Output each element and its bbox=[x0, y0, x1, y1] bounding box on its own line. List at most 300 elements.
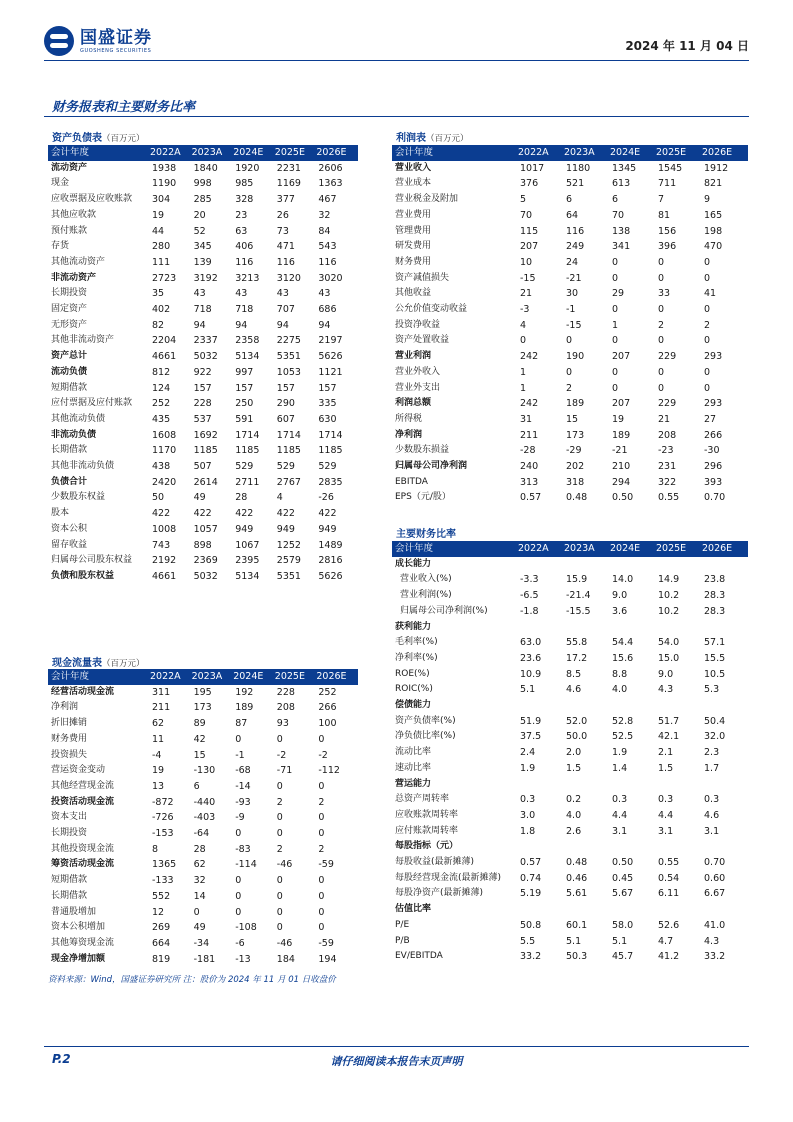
row-value: -15.5 bbox=[566, 605, 591, 617]
row-label: 少数股东权益 bbox=[51, 492, 106, 503]
row-label: 其他非流动负债 bbox=[51, 461, 115, 472]
row-value: 115 bbox=[520, 225, 539, 237]
row-value: 43 bbox=[318, 288, 331, 300]
cash-flow-title-text: 现金流量表 bbox=[52, 658, 102, 669]
row-value: 898 bbox=[193, 539, 212, 551]
row-label: 速动比率 bbox=[395, 762, 432, 773]
row-value: -13 bbox=[235, 953, 251, 965]
row-value: 82 bbox=[152, 319, 165, 331]
row-label: 应付票据及应付账款 bbox=[51, 398, 133, 409]
row-value: 37.5 bbox=[520, 731, 542, 743]
row-value: 0.70 bbox=[704, 857, 726, 869]
row-value: 949 bbox=[318, 523, 337, 535]
row-value: 2614 bbox=[193, 476, 218, 488]
column-header-year: 2024E bbox=[233, 145, 275, 161]
row-value: 0 bbox=[612, 382, 619, 394]
row-value: 194 bbox=[318, 953, 337, 965]
row-value: -112 bbox=[318, 765, 340, 777]
row-value: 1057 bbox=[193, 523, 218, 535]
row-value: 2835 bbox=[318, 476, 343, 488]
row-value: 26 bbox=[276, 209, 289, 221]
row-value: 0.45 bbox=[612, 872, 634, 884]
row-value: -3.3 bbox=[520, 574, 539, 586]
section-title: 财务报表和主要财务比率 bbox=[52, 100, 196, 115]
row-label: EV/EBITDA bbox=[395, 951, 443, 962]
column-header-label: 会计年度 bbox=[48, 669, 150, 685]
row-value: -46 bbox=[276, 937, 293, 949]
row-value: 0.48 bbox=[566, 492, 588, 504]
row-value: 5.3 bbox=[704, 684, 720, 696]
row-value: 0 bbox=[612, 272, 619, 284]
row-value: 6 bbox=[193, 780, 200, 792]
row-value: 50 bbox=[152, 492, 165, 504]
row-label: 非流动资产 bbox=[51, 272, 97, 283]
row-label: 应付账款周转率 bbox=[395, 825, 459, 836]
row-value: 249 bbox=[566, 241, 585, 253]
row-value: 4.3 bbox=[658, 684, 674, 696]
row-value: 12 bbox=[152, 906, 165, 918]
row-value: 28.3 bbox=[704, 590, 726, 602]
balance-sheet-title-text: 资产负债表 bbox=[52, 133, 102, 144]
row-label: 资产负债率(%) bbox=[395, 715, 456, 726]
row-value: 23.6 bbox=[520, 652, 542, 664]
column-header-year: 2023A bbox=[564, 145, 610, 161]
row-label: 其他经营现金流 bbox=[51, 780, 115, 791]
row-value: 2420 bbox=[152, 476, 177, 488]
row-value: 1252 bbox=[276, 539, 301, 551]
row-value: 4.0 bbox=[612, 684, 628, 696]
row-value: 922 bbox=[193, 366, 212, 378]
row-value: -2 bbox=[318, 749, 328, 761]
row-value: 311 bbox=[152, 686, 171, 698]
row-value: 607 bbox=[276, 413, 295, 425]
row-value: 5351 bbox=[276, 351, 301, 363]
row-value: 0 bbox=[612, 366, 619, 378]
row-value: -46 bbox=[276, 859, 293, 871]
income-statement-title-text: 利润表 bbox=[396, 133, 426, 144]
table-row bbox=[48, 873, 358, 889]
row-value: 0.3 bbox=[704, 794, 720, 806]
row-label: 营业收入 bbox=[395, 162, 432, 173]
row-value: 64 bbox=[566, 209, 579, 221]
footer-divider bbox=[44, 1046, 749, 1047]
row-value: 3.6 bbox=[612, 605, 628, 617]
table-row bbox=[48, 318, 358, 334]
row-label: 每股指标（元） bbox=[395, 841, 459, 852]
table-row bbox=[48, 443, 358, 459]
table-row bbox=[392, 871, 748, 887]
row-label: 存货 bbox=[51, 241, 70, 252]
row-value bbox=[518, 777, 564, 793]
row-value: 5.1 bbox=[566, 935, 582, 947]
table-row bbox=[392, 777, 748, 793]
row-label: 无形资产 bbox=[51, 319, 88, 330]
row-value: 202 bbox=[566, 461, 585, 473]
table-row bbox=[392, 176, 748, 192]
row-value: 33 bbox=[658, 288, 671, 300]
table-row bbox=[392, 667, 748, 683]
row-value bbox=[610, 902, 656, 918]
row-value: 2816 bbox=[318, 555, 343, 567]
table-row bbox=[48, 936, 358, 952]
row-label: 营业税金及附加 bbox=[395, 194, 459, 205]
table-row bbox=[392, 604, 748, 620]
row-value: 51.9 bbox=[520, 715, 542, 727]
row-value: 718 bbox=[235, 304, 254, 316]
row-value: 11 bbox=[152, 733, 165, 745]
row-value: 0 bbox=[318, 828, 325, 840]
row-value: 211 bbox=[520, 429, 539, 441]
table-row bbox=[392, 949, 748, 965]
row-value: 87 bbox=[235, 718, 248, 730]
row-label: 流动负债 bbox=[51, 366, 88, 377]
row-value: 28 bbox=[193, 843, 206, 855]
row-value: 242 bbox=[520, 398, 539, 410]
row-value: 1.9 bbox=[520, 762, 536, 774]
row-value bbox=[656, 777, 702, 793]
row-value: 3192 bbox=[193, 272, 218, 284]
row-value bbox=[518, 902, 564, 918]
column-header-year: 2026E bbox=[702, 541, 748, 557]
row-value: 52.8 bbox=[612, 715, 634, 727]
row-value: -108 bbox=[235, 922, 257, 934]
row-value: -9 bbox=[235, 812, 245, 824]
row-value: 0 bbox=[318, 890, 325, 902]
row-value: 1.7 bbox=[704, 762, 720, 774]
table-row bbox=[48, 842, 358, 858]
row-value: 4661 bbox=[152, 351, 177, 363]
row-value: -1 bbox=[566, 304, 576, 316]
row-value: 73 bbox=[276, 225, 289, 237]
row-value: 2.0 bbox=[566, 747, 582, 759]
row-value: -29 bbox=[566, 445, 582, 457]
row-label: 应收票据及应收账款 bbox=[51, 194, 133, 205]
balance-sheet-title bbox=[52, 129, 145, 144]
row-value: 521 bbox=[566, 178, 585, 190]
row-value: 10 bbox=[520, 256, 533, 268]
row-value: 552 bbox=[152, 890, 171, 902]
column-header-year: 2025E bbox=[275, 145, 317, 161]
row-label: ROIC(%) bbox=[395, 684, 433, 695]
row-label: 长期投资 bbox=[51, 288, 88, 299]
row-value: 998 bbox=[193, 178, 212, 190]
row-label: 投资活动现金流 bbox=[51, 796, 115, 807]
row-value: 57.1 bbox=[704, 637, 726, 649]
row-value: 377 bbox=[276, 194, 295, 206]
row-value: 207 bbox=[520, 241, 539, 253]
table-row bbox=[48, 522, 358, 538]
row-label: 净利润 bbox=[51, 702, 79, 713]
row-value: 49 bbox=[193, 922, 206, 934]
row-value: 0 bbox=[276, 828, 283, 840]
column-header-year: 2026E bbox=[316, 669, 358, 685]
row-value: 157 bbox=[193, 382, 212, 394]
row-value: -28 bbox=[520, 445, 536, 457]
row-value: 507 bbox=[193, 461, 212, 473]
table-row bbox=[392, 745, 748, 761]
row-value: 280 bbox=[152, 241, 171, 253]
logo-name-cn: 国盛证券 bbox=[80, 27, 152, 48]
table-row bbox=[392, 714, 748, 730]
row-value: -30 bbox=[704, 445, 720, 457]
row-value: 20 bbox=[193, 209, 206, 221]
row-value: 707 bbox=[276, 304, 295, 316]
column-header-year: 2025E bbox=[656, 145, 702, 161]
row-value: 14.9 bbox=[658, 574, 680, 586]
table-row bbox=[392, 412, 748, 428]
row-label: 营运能力 bbox=[395, 778, 432, 789]
row-value: 62 bbox=[193, 859, 206, 871]
row-value: 116 bbox=[318, 256, 337, 268]
row-label: 营运资金变动 bbox=[51, 765, 106, 776]
row-value: 157 bbox=[318, 382, 337, 394]
row-label: 流动比率 bbox=[395, 747, 432, 758]
row-value: 5626 bbox=[318, 351, 343, 363]
row-value: 5.5 bbox=[520, 935, 536, 947]
table-row bbox=[392, 588, 748, 604]
table-header-row bbox=[392, 541, 748, 557]
row-value bbox=[518, 557, 564, 573]
row-value: 1608 bbox=[152, 429, 177, 441]
row-value: 4.3 bbox=[704, 935, 720, 947]
row-value: 84 bbox=[318, 225, 331, 237]
table-row bbox=[392, 208, 748, 224]
table-row bbox=[48, 748, 358, 764]
row-label: 管理费用 bbox=[395, 225, 432, 236]
row-value: 2192 bbox=[152, 555, 177, 567]
row-label: 普通股增加 bbox=[51, 906, 97, 917]
row-value: 5351 bbox=[276, 570, 301, 582]
row-value: 1 bbox=[520, 382, 527, 394]
row-value: 50.8 bbox=[520, 919, 542, 931]
row-value bbox=[702, 698, 748, 714]
row-value: 15.5 bbox=[704, 652, 726, 664]
row-label: 资本公积 bbox=[51, 523, 88, 534]
financial-ratios-title-text: 主要财务比率 bbox=[396, 529, 456, 540]
row-value: 1692 bbox=[193, 429, 218, 441]
row-value: 0 bbox=[235, 828, 242, 840]
row-value: 116 bbox=[566, 225, 585, 237]
row-value: 14.0 bbox=[612, 574, 634, 586]
row-value: 743 bbox=[152, 539, 171, 551]
column-header-label: 会计年度 bbox=[392, 145, 518, 161]
table-row bbox=[48, 192, 358, 208]
row-value: 471 bbox=[276, 241, 295, 253]
row-value: 1938 bbox=[152, 162, 177, 174]
row-label: 其他筹资现金流 bbox=[51, 937, 115, 948]
table-row bbox=[392, 824, 748, 840]
row-value: 70 bbox=[520, 209, 533, 221]
row-value: 1 bbox=[520, 366, 527, 378]
row-value: 537 bbox=[193, 413, 212, 425]
row-value: -59 bbox=[318, 937, 334, 949]
row-value: 0 bbox=[658, 366, 665, 378]
page-number: P.2 bbox=[52, 1052, 71, 1066]
table-row bbox=[48, 459, 358, 475]
row-value: 1545 bbox=[658, 162, 683, 174]
row-value bbox=[610, 620, 656, 636]
row-value: 3.1 bbox=[658, 825, 674, 837]
row-value: 1345 bbox=[612, 162, 637, 174]
row-label: 资本公积增加 bbox=[51, 922, 106, 933]
row-value: 5032 bbox=[193, 570, 218, 582]
row-value: 28.3 bbox=[704, 605, 726, 617]
row-value: 0 bbox=[276, 922, 283, 934]
row-value: 157 bbox=[276, 382, 295, 394]
row-label: 公允价值变动收益 bbox=[395, 304, 468, 315]
column-header-year: 2022A bbox=[150, 145, 192, 161]
row-value: 15 bbox=[193, 749, 206, 761]
row-value: 43 bbox=[276, 288, 289, 300]
row-value: 2767 bbox=[276, 476, 301, 488]
column-header-year: 2026E bbox=[316, 145, 358, 161]
row-value: 240 bbox=[520, 461, 539, 473]
row-value: 2358 bbox=[235, 335, 260, 347]
row-value: 15.9 bbox=[566, 574, 588, 586]
row-value: 124 bbox=[152, 382, 171, 394]
row-value: 5134 bbox=[235, 351, 260, 363]
row-value: -23 bbox=[658, 445, 674, 457]
table-row bbox=[392, 902, 748, 918]
row-value: 211 bbox=[152, 702, 171, 714]
table-row bbox=[48, 716, 358, 732]
row-value: 52.0 bbox=[566, 715, 588, 727]
row-value: 4661 bbox=[152, 570, 177, 582]
row-value: 3.1 bbox=[612, 825, 628, 837]
table-row bbox=[48, 889, 358, 905]
column-header-year: 2022A bbox=[518, 145, 564, 161]
table-row bbox=[48, 255, 358, 271]
table-row bbox=[392, 855, 748, 871]
row-label: 每股经营现金流(最新摊薄) bbox=[395, 872, 502, 883]
balance-sheet-unit: （百万元） bbox=[102, 134, 145, 144]
row-value bbox=[564, 839, 610, 855]
row-value: 0.2 bbox=[566, 794, 582, 806]
row-label: 其他应收款 bbox=[51, 209, 97, 220]
row-value: 328 bbox=[235, 194, 254, 206]
row-label: 营业外支出 bbox=[395, 382, 441, 393]
table-row bbox=[48, 685, 358, 701]
row-value: -15 bbox=[520, 272, 536, 284]
row-value: 341 bbox=[612, 241, 631, 253]
row-label: 营业利润(%) bbox=[400, 590, 452, 601]
table-row bbox=[392, 286, 748, 302]
row-value: 0 bbox=[658, 335, 665, 347]
row-value: 32 bbox=[318, 209, 331, 221]
row-value: 1185 bbox=[318, 445, 343, 457]
row-value: 13 bbox=[152, 780, 165, 792]
row-value: 0 bbox=[704, 304, 711, 316]
row-label: 短期借款 bbox=[51, 382, 88, 393]
row-value: 711 bbox=[658, 178, 677, 190]
row-value: 0 bbox=[658, 256, 665, 268]
row-value: 15 bbox=[566, 413, 579, 425]
row-value: 0.57 bbox=[520, 492, 542, 504]
row-value: 664 bbox=[152, 937, 171, 949]
row-value bbox=[564, 557, 610, 573]
row-value: 438 bbox=[152, 461, 171, 473]
column-header-year: 2026E bbox=[702, 145, 748, 161]
row-value: 3.1 bbox=[704, 825, 720, 837]
row-label: 投资损失 bbox=[51, 749, 88, 760]
table-row bbox=[48, 779, 358, 795]
table-row bbox=[392, 651, 748, 667]
table-row bbox=[48, 506, 358, 522]
row-value: 0 bbox=[658, 304, 665, 316]
row-value: 10.2 bbox=[658, 605, 680, 617]
row-value: -26 bbox=[318, 492, 334, 504]
row-value: 1920 bbox=[235, 162, 260, 174]
row-value: 1.9 bbox=[612, 747, 628, 759]
row-value: 1.8 bbox=[520, 825, 536, 837]
row-value: 304 bbox=[152, 194, 171, 206]
row-value: 0 bbox=[704, 272, 711, 284]
table-row bbox=[392, 839, 748, 855]
table-row bbox=[48, 905, 358, 921]
row-value: 0.55 bbox=[658, 857, 680, 869]
row-value: -4 bbox=[152, 749, 162, 761]
row-value: 0 bbox=[276, 812, 283, 824]
row-value: 0 bbox=[276, 780, 283, 792]
row-value: 294 bbox=[612, 476, 631, 488]
report-date: 2024 年 11 月 04 日 bbox=[625, 39, 749, 53]
row-value: 0 bbox=[566, 335, 573, 347]
row-label: 每股收益(最新摊薄) bbox=[395, 857, 475, 868]
column-header-year: 2023A bbox=[192, 145, 234, 161]
row-value: 207 bbox=[612, 398, 631, 410]
row-value: 406 bbox=[235, 241, 254, 253]
row-value: 2723 bbox=[152, 272, 177, 284]
company-logo bbox=[44, 24, 152, 58]
row-label: 营业收入(%) bbox=[400, 574, 452, 585]
row-label: 其他流动负债 bbox=[51, 413, 106, 424]
row-value: -15 bbox=[566, 319, 582, 331]
row-value: -440 bbox=[193, 796, 216, 808]
row-value: 4 bbox=[276, 492, 283, 504]
row-value: 0 bbox=[520, 335, 527, 347]
row-value: 1714 bbox=[318, 429, 343, 441]
row-value: 718 bbox=[193, 304, 212, 316]
row-value: 4.4 bbox=[612, 809, 628, 821]
table-row bbox=[48, 810, 358, 826]
row-value bbox=[518, 620, 564, 636]
table-row bbox=[48, 365, 358, 381]
table-row bbox=[392, 192, 748, 208]
income-statement-title bbox=[396, 129, 469, 144]
row-value: 8.8 bbox=[612, 668, 628, 680]
row-value: 0.50 bbox=[612, 857, 634, 869]
row-value: 30 bbox=[566, 288, 579, 300]
table-row bbox=[48, 795, 358, 811]
row-value: 252 bbox=[318, 686, 337, 698]
row-value: 0 bbox=[193, 906, 200, 918]
row-label: 应收账款周转率 bbox=[395, 809, 459, 820]
row-value: 173 bbox=[566, 429, 585, 441]
cash-flow-table bbox=[48, 669, 358, 967]
row-value: 70 bbox=[612, 209, 625, 221]
column-header-year: 2023A bbox=[564, 541, 610, 557]
table-row bbox=[392, 224, 748, 240]
row-value: 81 bbox=[658, 209, 671, 221]
row-value: 318 bbox=[566, 476, 585, 488]
row-value: 2 bbox=[318, 843, 325, 855]
row-value: 1008 bbox=[152, 523, 177, 535]
row-value: 2.3 bbox=[704, 747, 720, 759]
income-statement-unit: （百万元） bbox=[426, 134, 469, 144]
row-value: 41 bbox=[704, 288, 717, 300]
row-value bbox=[564, 698, 610, 714]
row-value: 5.19 bbox=[520, 888, 542, 900]
